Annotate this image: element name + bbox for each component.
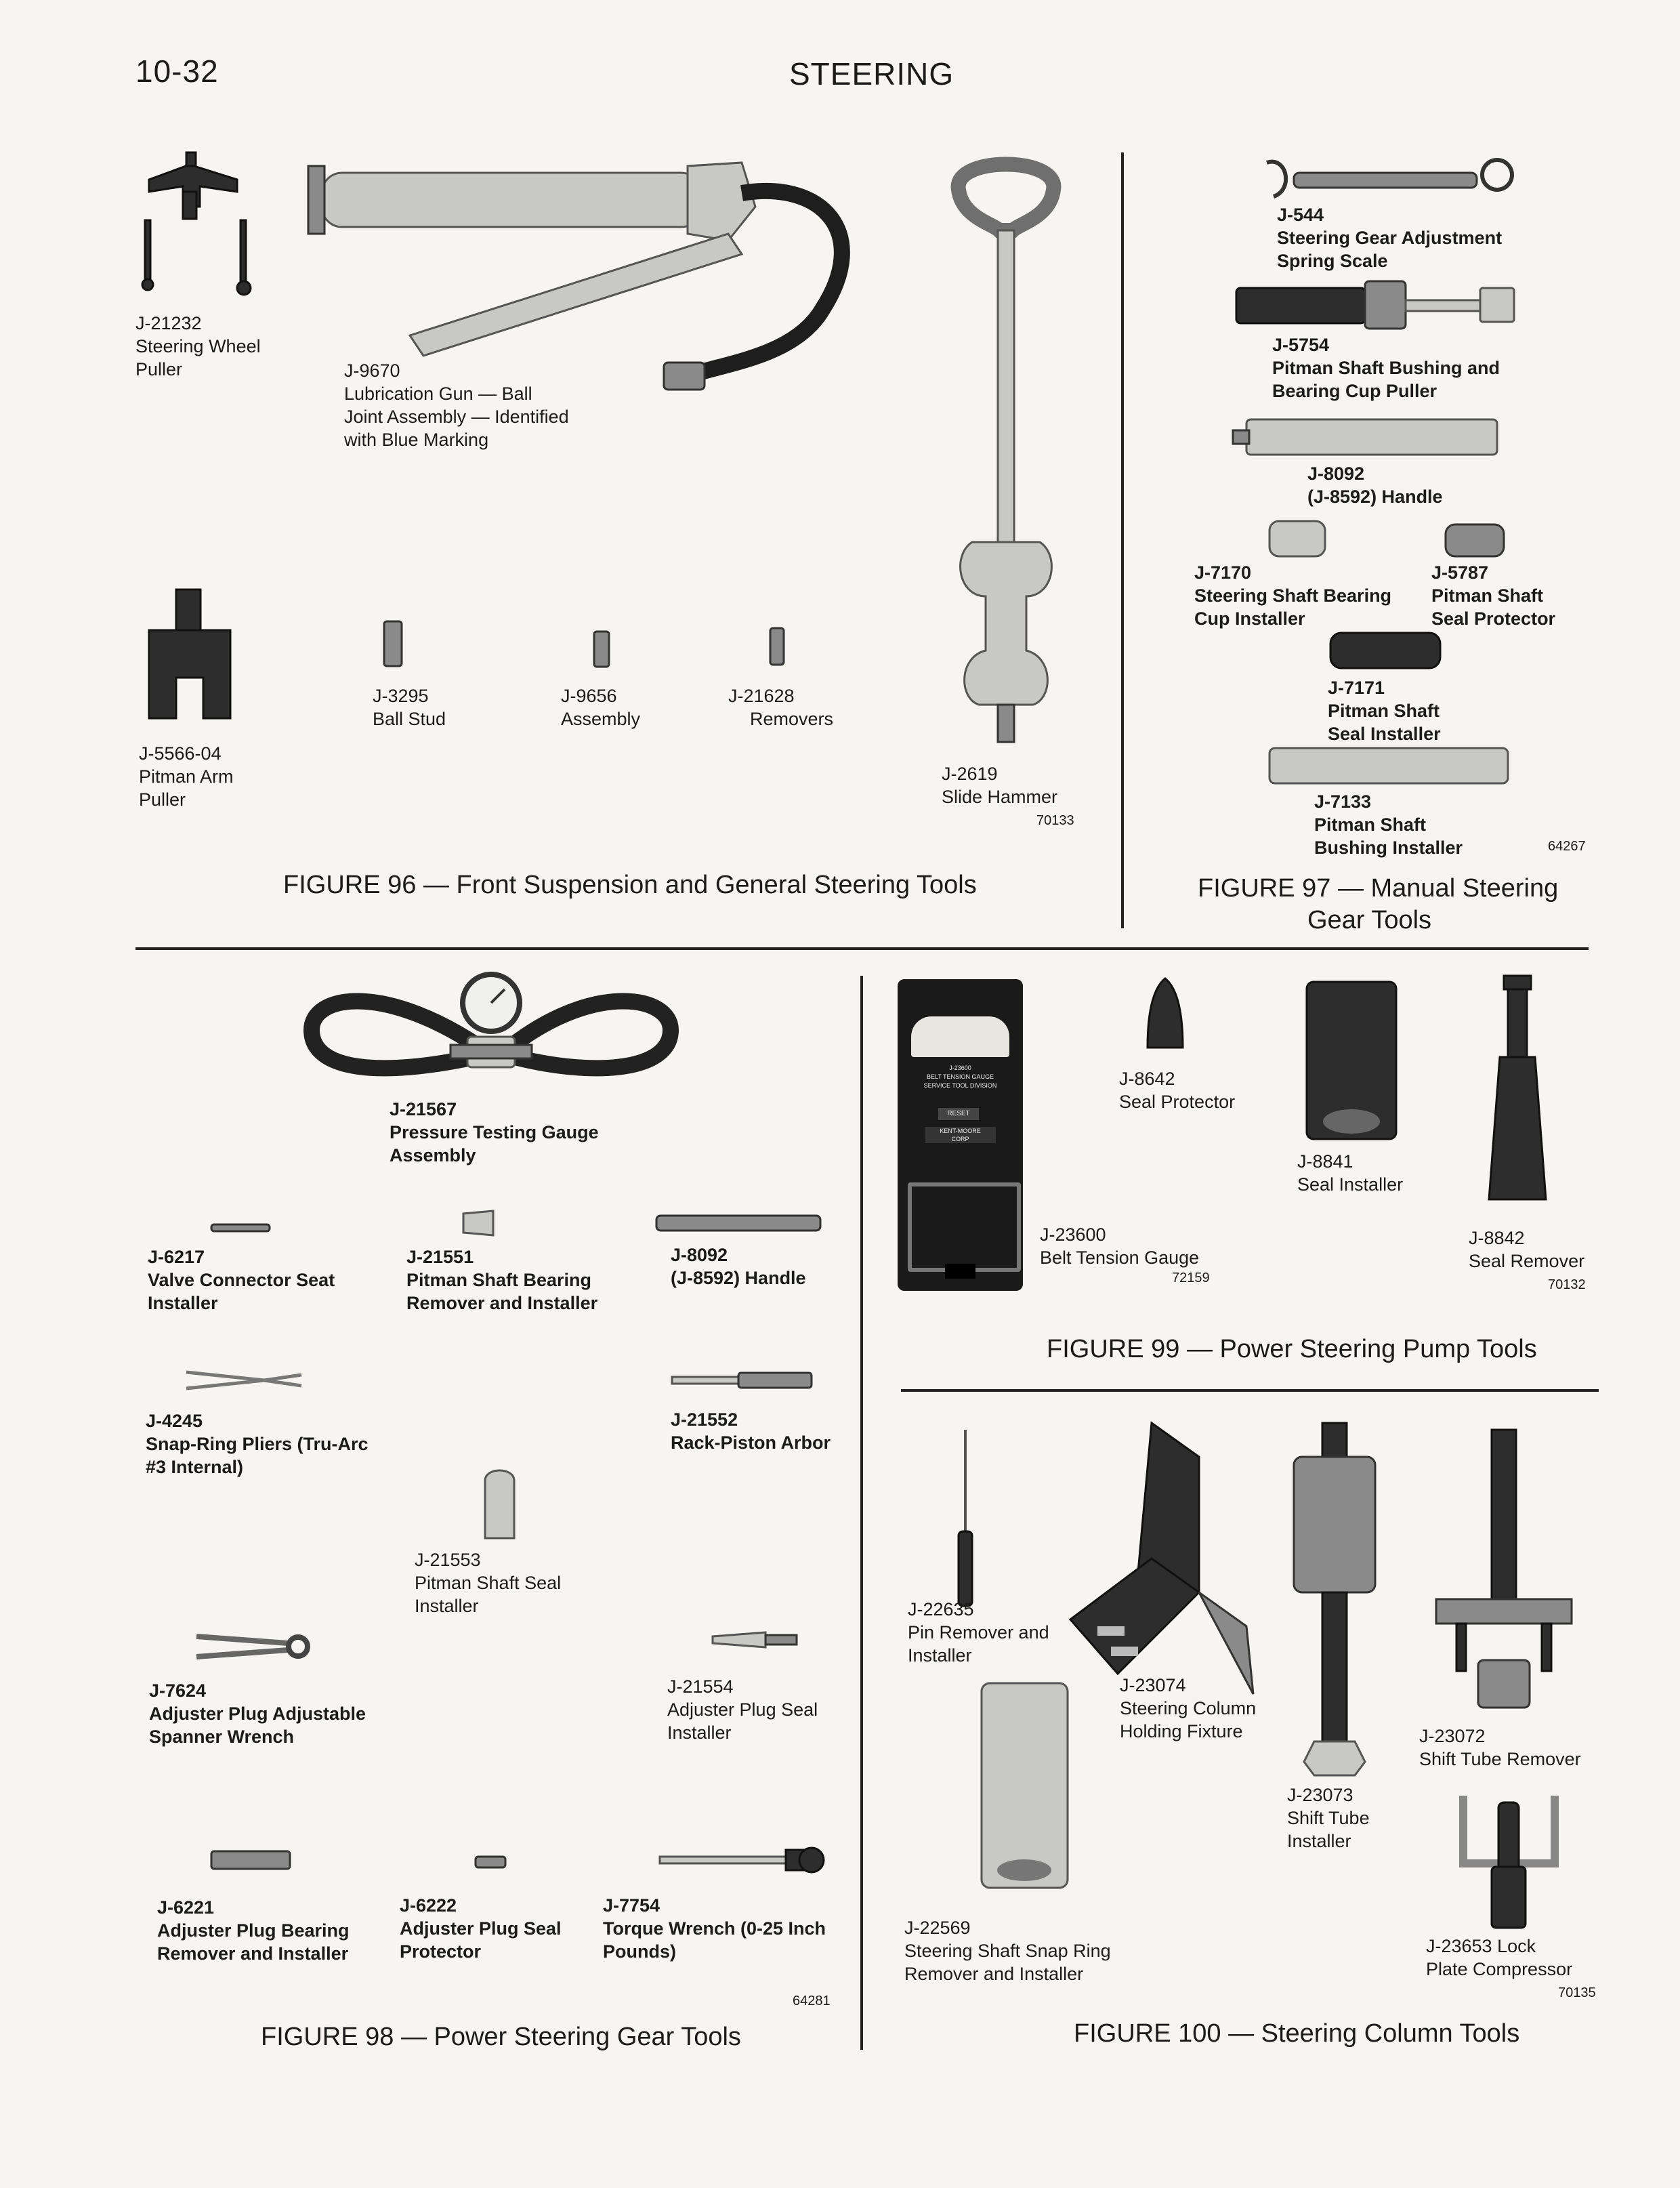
label-j23600: J-23600 Belt Tension Gauge	[1040, 1224, 1200, 1268]
figure-100-code: 70135	[1558, 1985, 1596, 2000]
label-j9670: J-9670 Lubrication Gun — Ball Joint Assembly — Identified with Blue Marking	[344, 360, 569, 450]
figure-96-caption: FIGURE 96 — Front Suspension and General Steering Tools	[283, 871, 977, 899]
vertical-divider-top	[1121, 152, 1124, 928]
figure-98-caption: FIGURE 98 — Power Steering Gear Tools	[261, 2023, 741, 2051]
handle-power-image	[654, 1214, 823, 1232]
lock-plate-compressor-image	[1450, 1789, 1568, 1938]
figure-98-code: 64281	[793, 1994, 831, 2008]
spring-scale-image	[1260, 156, 1517, 203]
label-j21551: J-21551 Pitman Shaft Bearing Remover and Installer	[406, 1247, 598, 1313]
label-j21554: J-21554 Adjuster Plug Seal Installer	[667, 1676, 818, 1743]
label-j21232: J-21232 Steering Wheel Puller	[135, 313, 261, 379]
pressure-gauge-image	[298, 969, 684, 1105]
label-j2619: J-2619 Slide Hammer	[942, 764, 1058, 807]
label-j21628: J-21628 Removers	[728, 686, 834, 729]
gauge-face-model: J-23600	[949, 1065, 971, 1071]
gauge-face-title: BELT TENSION GAUGE	[926, 1073, 994, 1080]
label-j8642: J-8642 Seal Protector	[1119, 1069, 1236, 1112]
label-j7133: J-7133 Pitman Shaft Bushing Installer	[1314, 791, 1463, 858]
shift-tube-installer-image	[1287, 1423, 1382, 1775]
holding-fixture-image	[1064, 1423, 1267, 1680]
horizontal-divider-right	[901, 1389, 1599, 1392]
shift-tube-remover-image	[1429, 1430, 1578, 1714]
label-j23073: J-23073 Shift Tube Installer	[1287, 1785, 1370, 1851]
label-j7754: J-7754 Torque Wrench (0-25 Inch Pounds)	[603, 1895, 826, 1962]
figure-97-code: 64267	[1548, 839, 1586, 854]
page-title: STEERING	[789, 56, 954, 91]
label-j9656: J-9656 Assembly	[561, 686, 641, 729]
label-j3295: J-3295 Ball Stud	[373, 686, 446, 729]
vertical-divider-bottom	[860, 976, 863, 2050]
seal-protector-cone-image	[1145, 976, 1185, 1050]
seal-remover-image	[1484, 976, 1551, 1206]
label-j22635: J-22635 Pin Remover and Installer	[908, 1599, 1049, 1666]
gauge-face-corp: CORP	[951, 1136, 969, 1142]
snap-ring-pliers-image	[183, 1365, 305, 1392]
bearing-plug-tool-image	[210, 1850, 291, 1870]
label-j7624: J-7624 Adjuster Plug Adjustable Spanner Wrench	[149, 1680, 366, 1747]
pin-remover-image	[952, 1430, 979, 1613]
snap-ring-tool-image	[979, 1680, 1070, 1891]
label-j6222: J-6222 Adjuster Plug Seal Protector	[400, 1895, 562, 1962]
label-j8092-handle: J-8092 (J-8592) Handle	[1307, 463, 1443, 507]
adjuster-seal-installer-image	[711, 1630, 799, 1650]
label-j21553: J-21553 Pitman Shaft Seal Installer	[415, 1550, 562, 1616]
label-j4245: J-4245 Snap-Ring Pliers (Tru-Arc #3 Internal)	[146, 1411, 369, 1477]
label-j21552: J-21552 Rack-Piston Arbor	[671, 1409, 831, 1453]
label-j23653: J-23653 Lock Plate Compressor	[1426, 1936, 1573, 1979]
seal-installer-image	[1328, 630, 1443, 671]
label-j6221: J-6221 Adjuster Plug Bearing Remover and Installer	[157, 1897, 350, 1964]
label-j5787: J-5787 Pitman Shaft Seal Protector	[1431, 562, 1556, 629]
plug-seal-protector-image	[474, 1855, 507, 1869]
pitman-arm-puller-image	[142, 590, 237, 725]
label-j8841: J-8841 Seal Installer	[1297, 1151, 1404, 1195]
seal-protector-image	[1443, 522, 1507, 559]
torque-wrench-image	[657, 1836, 826, 1884]
handle-image	[1233, 417, 1504, 457]
figure-97-caption-line2: Gear Tools	[1307, 906, 1432, 934]
removers-image	[769, 627, 785, 666]
gauge-face-division: SERVICE TOOL DIVISION	[923, 1082, 997, 1089]
page-number: 10-32	[135, 54, 219, 89]
label-j7170: J-7170 Steering Shaft Bearing Cup Installer	[1194, 562, 1392, 629]
bushing-puller-image	[1236, 281, 1521, 332]
figure-97-caption-line1: FIGURE 97 — Manual Steering	[1198, 874, 1559, 903]
figure-96-code: 70133	[1036, 813, 1074, 828]
rack-piston-arbor-image	[671, 1370, 813, 1390]
gauge-face-maker: KENT-MOORE	[940, 1128, 981, 1134]
pitman-seal-installer-image	[481, 1467, 518, 1542]
figure-100-caption: FIGURE 100 — Steering Column Tools	[1074, 2019, 1520, 2048]
horizontal-divider-main	[135, 947, 1589, 950]
steering-wheel-puller-image	[135, 152, 257, 308]
figure-99-code-a: 72159	[1172, 1271, 1210, 1285]
label-j8092-power: J-8092 (J-8592) Handle	[671, 1245, 806, 1288]
figure-99-caption: FIGURE 99 — Power Steering Pump Tools	[1047, 1335, 1537, 1363]
belt-tension-gauge-image	[898, 979, 1023, 1291]
bushing-installer-image	[1267, 745, 1511, 786]
gauge-reset-button: RESET	[938, 1108, 979, 1120]
label-j21567: J-21567 Pressure Testing Gauge Assembly	[390, 1099, 599, 1165]
ball-stud-remover-image	[383, 620, 403, 667]
slide-hammer-image	[938, 156, 1074, 745]
assembly-remover-image	[593, 630, 610, 668]
label-j22569: J-22569 Steering Shaft Snap Ring Remover and Installer	[904, 1918, 1111, 1984]
bearing-cup-installer-image	[1267, 518, 1328, 559]
valve-connector-installer-image	[210, 1223, 271, 1233]
label-j23072: J-23072 Shift Tube Remover	[1419, 1726, 1581, 1769]
bearing-remover-installer-image	[461, 1210, 496, 1237]
label-j7171: J-7171 Pitman Shaft Seal Installer	[1328, 678, 1441, 744]
label-j8842: J-8842 Seal Remover	[1469, 1228, 1585, 1271]
label-j5566-04: J-5566-04 Pitman Arm Puller	[139, 743, 234, 810]
figure-99-code-b: 70132	[1548, 1277, 1586, 1292]
seal-installer-sleeve-image	[1304, 979, 1399, 1142]
label-j544: J-544 Steering Gear Adjustment Spring Scale	[1277, 205, 1503, 271]
label-j23074: J-23074 Steering Column Holding Fixture	[1120, 1675, 1257, 1741]
label-j5754: J-5754 Pitman Shaft Bushing and Bearing Cup Puller	[1272, 335, 1500, 401]
spanner-wrench-image	[193, 1630, 312, 1664]
label-j6217: J-6217 Valve Connector Seat Installer	[148, 1247, 335, 1313]
